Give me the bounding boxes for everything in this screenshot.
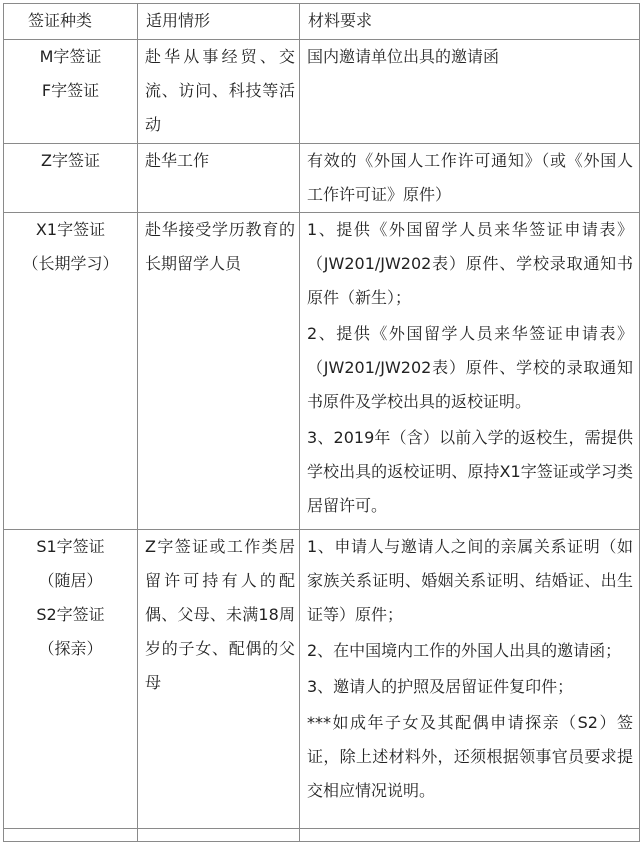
material-item: 2、在中国境内工作的外国人出具的邀请函； xyxy=(307,641,622,660)
material-item: 2、提供《外国留学人员来华签证申请表》（JW201/JW202表）原件、学校的录取通知书原件及学校出具的返校证明。 xyxy=(307,324,633,411)
material-item: 3、2019年（含）以前入学的返校生，需提供学校出具的返校证明、原持X1字签证或学习类居留许可。 xyxy=(307,428,633,515)
visa-type-cell xyxy=(4,40,138,144)
header-material-requirements: 材料要求 xyxy=(300,4,640,40)
table-row xyxy=(4,144,640,213)
material-note: ***如成年子女及其配偶申请探亲（S2）签证，除上述材料外，还须根据领事官员要求提交相应情况说明。 xyxy=(307,713,633,800)
material-item: 有效的《外国人工作许可通知》（或《外国人工作许可证》原件） xyxy=(307,151,633,204)
materials-cell xyxy=(300,213,640,530)
visa-type-note: （探亲） xyxy=(38,639,103,658)
material-item: 1、提供《外国留学人员来华签证申请表》（JW201/JW202表）原件、学校录取通知书原件（新生）； xyxy=(307,220,633,307)
table-row xyxy=(4,213,640,530)
table-header-row xyxy=(4,4,640,40)
applicable-case-cell: 赴华工作 xyxy=(138,144,300,213)
table-row xyxy=(4,40,640,144)
visa-type-note: （随居） xyxy=(38,571,103,590)
applicable-case-cell: Z字签证或工作类居留许可持有人的配偶、父母、未满18周岁的子女、配偶的父母 xyxy=(138,530,300,829)
header-visa-type: 签证种类 xyxy=(4,4,138,40)
materials-cell xyxy=(300,530,640,829)
empty-cell xyxy=(138,829,300,842)
visa-type-cell xyxy=(4,213,138,530)
materials-cell xyxy=(300,144,640,213)
table-row-partial xyxy=(4,829,640,842)
visa-type-label: X1字签证 xyxy=(35,220,106,239)
visa-type-label: S1字签证 xyxy=(36,537,105,556)
table-row xyxy=(4,530,640,829)
visa-type-label: Z字签证 xyxy=(41,151,100,170)
empty-cell xyxy=(4,829,138,842)
applicable-case-cell: 赴华接受学历教育的长期留学人员 xyxy=(138,213,300,530)
visa-type-label: F字签证 xyxy=(41,81,100,100)
material-item: 国内邀请单位出具的邀请函 xyxy=(307,47,500,66)
material-item: 1、申请人与邀请人之间的亲属关系证明（如家族关系证明、婚姻关系证明、结婚证、出生证等）原件； xyxy=(307,537,633,624)
visa-type-cell xyxy=(4,530,138,829)
visa-requirements-table xyxy=(3,3,640,842)
visa-type-label: M字签证 xyxy=(39,47,102,66)
header-applicable-case: 适用情形 xyxy=(138,4,300,40)
empty-cell xyxy=(300,829,640,842)
materials-cell xyxy=(300,40,640,144)
material-item: 3、邀请人的护照及居留证件复印件； xyxy=(307,677,574,696)
applicable-case-cell: 赴华从事经贸、交流、访问、科技等活动 xyxy=(138,40,300,144)
visa-type-label: S2字签证 xyxy=(36,605,105,624)
visa-type-cell xyxy=(4,144,138,213)
visa-type-note: （长期学习） xyxy=(22,254,119,273)
